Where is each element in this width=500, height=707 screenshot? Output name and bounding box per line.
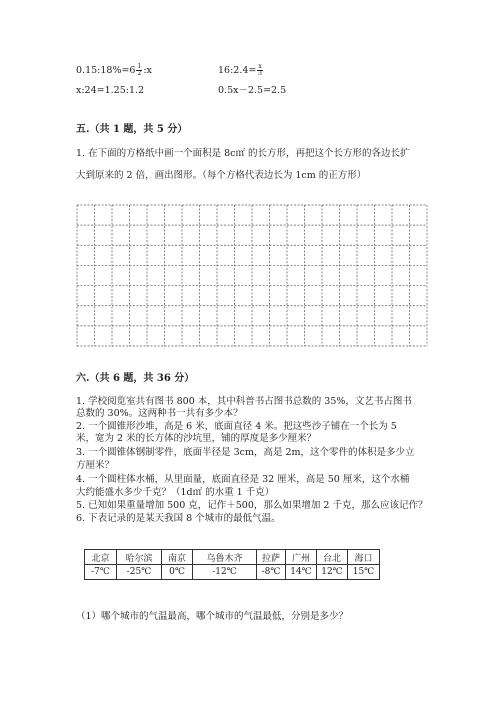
table-cell-temperature: 12℃ xyxy=(317,565,348,580)
table-cell-temperature: 0℃ xyxy=(162,565,193,580)
table-cell-temperature: -7℃ xyxy=(85,565,117,580)
equation-2 xyxy=(218,64,264,77)
equation-1-right: :x xyxy=(143,65,152,76)
table-cell-city: 乌鲁木齐 xyxy=(193,550,257,565)
square-grid[interactable] xyxy=(76,204,428,347)
table-cell-city: 广州 xyxy=(286,550,317,565)
table-cell-city: 南京 xyxy=(162,550,193,565)
question-line: 3. 一个圆锥体钢制零件，底面半径是 3cm，高是 2m，这个零件的体积是多少立 xyxy=(76,447,415,458)
question-line: 米，宽为 2 米的长方体的沙坑里，铺的厚度是多少厘米？ xyxy=(76,433,317,444)
table-cell-city: 哈尔滨 xyxy=(117,550,162,565)
equation-3: x:24=1.25:1.2 xyxy=(76,85,145,96)
table-cell-city: 台北 xyxy=(317,550,348,565)
table-cell-temperature: -8℃ xyxy=(257,565,286,580)
table-cell-city: 海口 xyxy=(348,550,380,565)
fraction-denominator: 3 xyxy=(258,70,262,77)
question-line: 方厘米？ xyxy=(76,460,115,471)
table-cell-temperature: 14℃ xyxy=(286,565,317,580)
equation-1-fraction xyxy=(136,64,142,77)
question-line: 总数的 30%。这两种书一共有多少本？ xyxy=(76,408,243,419)
section-6-heading: 六.（共 6 题，共 36 分） xyxy=(76,373,195,384)
equation-1 xyxy=(76,64,152,77)
equation-1-left: 0.15:18%=6 xyxy=(76,65,136,76)
table-cell-city: 北京 xyxy=(85,550,117,565)
fraction-numerator: x xyxy=(258,63,262,70)
temperature-table xyxy=(84,549,380,580)
question-line: 2. 一个圆锥形沙堆，高是 6 米，底面直径 4 米。把这些沙子铺在一个长为 5 xyxy=(76,421,397,432)
equation-2-left: 16:2.4= xyxy=(218,65,257,76)
fraction-denominator: 2 xyxy=(137,70,142,77)
question-line: 大约能盛水多少千克？（1d㎡ 的水重 1 千克） xyxy=(76,487,275,498)
fraction-numerator: 1 xyxy=(137,63,142,70)
table-cell-city: 拉萨 xyxy=(257,550,286,565)
question-line: 4. 一个圆柱体水桶，从里面量，底面直径是 32 厘米，高是 50 厘米，这个水桶 xyxy=(76,474,410,485)
section-5-question-line-2: 大到原来的 2 倍，画出图形。（每个方格代表边长为 1cm 的正方形） xyxy=(76,170,367,181)
question-line: 5. 已知如果重量增加 500 克，记作＋500，那么如果增加 2 千克，那么应该记作？ xyxy=(76,500,428,511)
question-line: 6. 下表记录的是某天我国 8 个城市的最低气温。 xyxy=(76,513,281,524)
table-row-cities xyxy=(85,550,380,565)
sub-question: （1）哪个城市的气温最高，哪个城市的气温最低，分别是多少？ xyxy=(76,611,349,622)
table-cell-temperature: -12℃ xyxy=(193,565,257,580)
equation-2-fraction xyxy=(257,64,262,77)
section-5-question-line-1: 1. 在下面的方格纸中画一个面积是 8c㎡ 的长方形，再把这个长方形的各边长扩 xyxy=(76,148,410,159)
question-line: 1. 学校阅览室共有图书 800 本，其中科普书占图书总数的 35%，文艺书占图书 xyxy=(76,396,412,407)
section-5-heading: 五.（共 1 题，共 5 分） xyxy=(76,124,188,135)
table-cell-temperature: -25℃ xyxy=(117,565,162,580)
equation-4: 0.5x－2.5=2.5 xyxy=(218,85,287,96)
table-row-temperatures xyxy=(85,565,380,580)
table-cell-temperature: 15℃ xyxy=(348,565,380,580)
